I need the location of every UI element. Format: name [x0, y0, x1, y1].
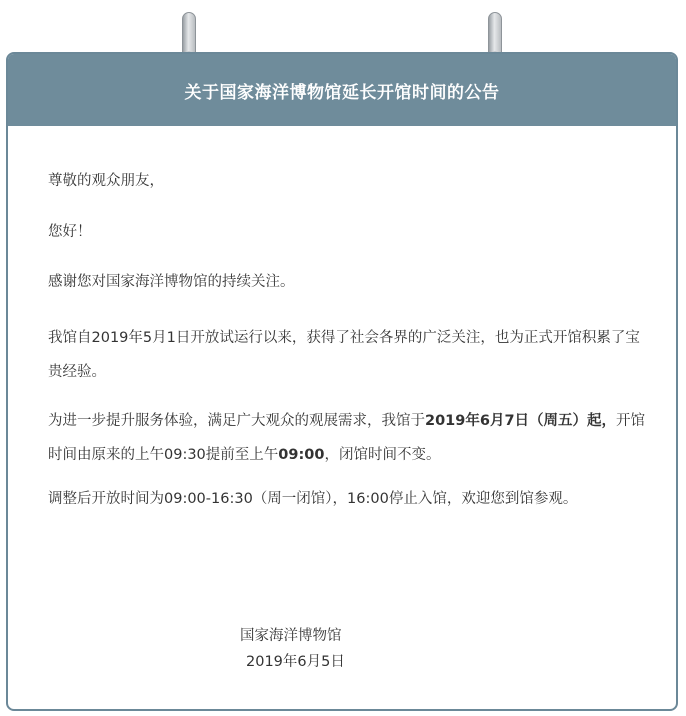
signature: 国家海洋博物馆	[240, 628, 342, 644]
new-opening-time: 09:00	[278, 447, 325, 463]
paragraph-adjusted-hours: 调整后开放时间为09:00-16:30（周一闭馆），16:00停止入馆，欢迎您到馆参观。	[48, 491, 578, 507]
paragraph-trial-run: 我馆自2019年5月1日开放试运行以来，获得了社会各界的广泛关注，也为正式开馆积累了宝贵经验。	[48, 330, 640, 380]
notice-header	[8, 54, 676, 126]
notice-title: 关于国家海洋博物馆延长开馆时间的公告	[184, 82, 500, 103]
hello-line: 您好！	[48, 224, 92, 240]
thanks-line: 感谢您对国家海洋博物馆的持续关注。	[48, 274, 295, 290]
greeting: 尊敬的观众朋友，	[48, 173, 164, 189]
notice-date: 2019年6月5日	[246, 654, 345, 670]
opening-hours-text-2: 开馆时间由原来的上午09:30提前至上午	[48, 413, 646, 463]
paragraph-opening-hours	[48, 404, 654, 472]
opening-hours-text-1: 为进一步提升服务体验，满足广大观众的观展需求，我馆于	[48, 413, 425, 429]
effective-date: 2019年6月7日（周五）起，	[425, 413, 617, 429]
opening-hours-text-3: ，闭馆时间不变。	[324, 447, 441, 463]
